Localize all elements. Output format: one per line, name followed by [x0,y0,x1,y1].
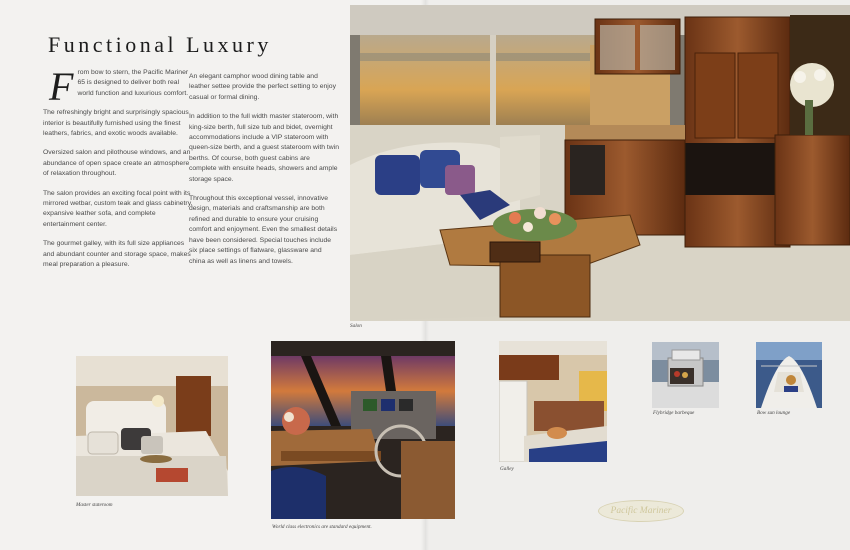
caption-pilothouse: World class electronics are standard equipment. [272,524,372,530]
drop-cap: F [49,64,74,109]
master-stateroom-photo [76,356,228,496]
pilothouse-illustration [271,341,455,519]
galley-photo [499,341,607,462]
barbeque-photo [652,342,719,408]
paragraph: Throughout this exceptional vessel, innovative design, materials and craftsmanship are both refined and durable to ensure your cruising comfort and enjoyment. Even the smallest details have been considered. Special touches include six place settings of flatware, glassware and china as well as linens and towels. [189,195,338,265]
barbeque-illustration [652,342,719,408]
caption-master-stateroom: Master stateroom [76,502,113,508]
paragraph: The salon provides an exciting focal point with its mirrored wetbar, custom teak and glass cabinetry, expansive leather sofa, and complete entertainment center. [43,189,193,228]
caption-bow-lounge: Bow sun lounge [757,410,791,416]
paragraph: In addition to the full width master stateroom, with king-size berth, full size tub and bidet, overnight accommodations include a VIP stateroom with queen-size berth, and a guest stateroom with twin berths. Of course, both guest cabins are complete with ensuite heads, showers and ample storage space. [189,113,339,183]
pilothouse-photo [271,341,455,519]
paragraph: Oversized salon and pilothouse windows, and an abundance of open space create an atmosphere of relaxation throughout. [43,149,191,178]
text-column-right [189,72,339,276]
caption-barbeque: Flybridge barbeque [653,410,695,416]
paragraph-text: rom bow to stern, the Pacific Mariner 65 is designed to deliver both real world function and luxurious comfort. [77,69,189,97]
bow-lounge-illustration [756,342,822,408]
master-stateroom-illustration [76,356,228,496]
brand-logo-text: Pacific Mariner [610,506,672,516]
paragraph: The gourmet galley, with its full size appliances and abundant counter and storage space, makes meal preparation a pleasure. [43,240,191,269]
salon-illustration [350,5,850,321]
text-column-left [43,64,195,280]
brand-logo [598,500,684,522]
salon-photo [350,5,850,321]
galley-illustration [499,341,607,462]
paragraph: An elegant camphor wood dining table and leather settee provide the perfect setting to enjoy casual or formal dining. [189,73,336,101]
bow-lounge-photo [756,342,822,408]
caption-galley: Galley [500,466,514,472]
page-title: Functional Luxury [48,32,272,57]
intro-paragraph [43,64,195,109]
paragraph: The refreshingly bright and surprisingly spacious interior is beautifully furnished using the finest leathers, fabrics, and exotic woods available. [43,109,189,138]
caption-salon: Salon [350,323,362,329]
